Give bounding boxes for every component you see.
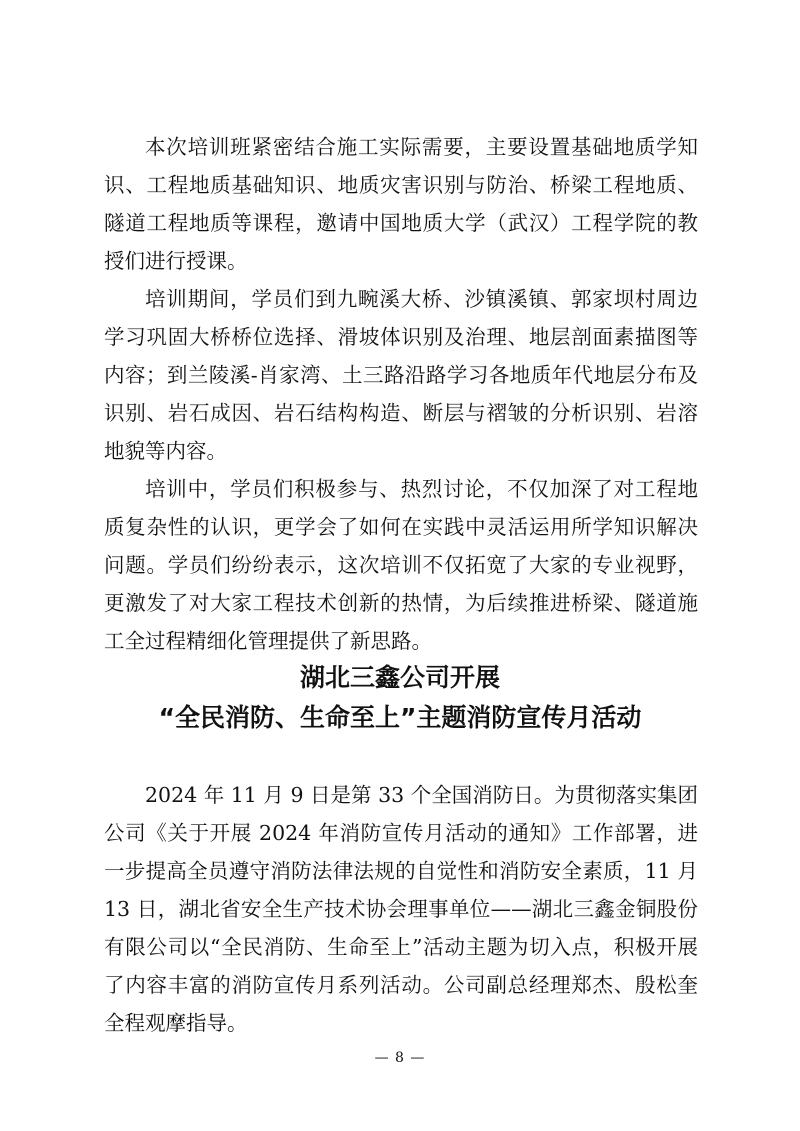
page-number: — 8 —: [374, 1050, 426, 1066]
article-body: [104, 776, 698, 1042]
article-title: [80, 658, 720, 738]
training-section: [104, 128, 698, 660]
article-title-line-2: “全民消防、生命至上”主题消防宣传月活动: [158, 703, 642, 732]
paragraph-training-outcome: 培训中，学员们积极参与、热烈讨论，不仅加深了对工程地质复杂性的认识，更学会了如何在实践中灵活运用所学知识解决问题。学员们纷纷表示，这次培训不仅拓宽了大家的专业视野，更激发了对大家工程技术创新的热情，为后续推进桥梁、隧道施工全过程精细化管理提供了新思路。: [104, 477, 698, 653]
paragraph-course-setup: 本次培训班紧密结合施工实际需要，主要设置基础地质学知识、工程地质基础知识、地质灾害识别与防治、桥梁工程地质、隧道工程地质等课程，邀请中国地质大学（武汉）工程学院的教授们进行授课。: [104, 135, 698, 273]
paragraph-field-study: 培训期间，学员们到九畹溪大桥、沙镇溪镇、郭家坝村周边学习巩固大桥桥位选择、滑坡体识别及治理、地层剖面素描图等内容；到兰陵溪-肖家湾、土三路沿路学习各地质年代地层分布及识别、岩石成因、岩石结构构造、断层与褶皱的分析识别、岩溶地貌等内容。: [104, 287, 698, 463]
paragraph-fire-safety-month: 2024 年 11 月 9 日是第 33 个全国消防日。为贯彻落实集团公司《关于开展 2024 年消防宣传月活动的通知》工作部署，进一步提高全员遵守消防法律法规的自觉性和消防安全素质，11 月 13 日，湖北省安全生产技术协会理事单位——湖北三鑫金铜股份有限公司以“全民消防、生命至上”活动主题为切入点，积极开展了内容丰富的消防宣传月系列活动。公司副总经理郑杰、殷松奎全程观摩指导。: [104, 783, 698, 1035]
article-title-line-1: 湖北三鑫公司开展: [299, 663, 500, 692]
